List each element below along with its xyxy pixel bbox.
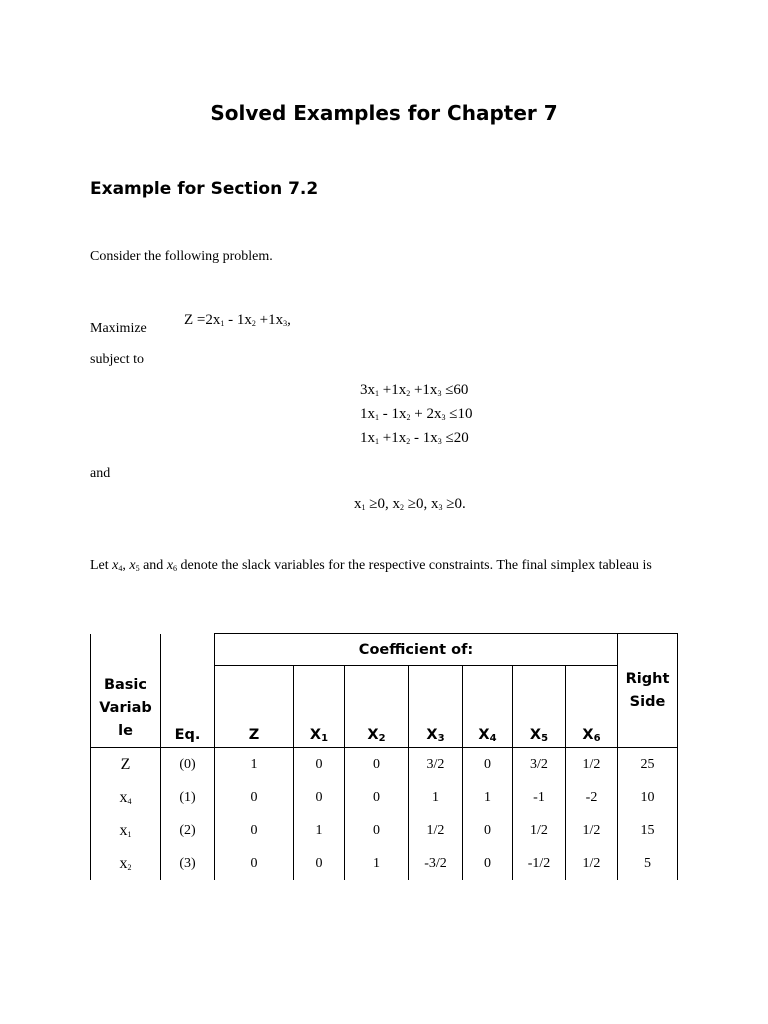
coefficient-cell: 1/2: [513, 814, 566, 847]
basic-variable-cell: $x_1$: [91, 814, 161, 847]
coefficient-cell: 0: [215, 847, 294, 880]
term: 3x: [360, 382, 375, 398]
subscript: 3: [437, 389, 442, 398]
subscript: 2: [406, 413, 411, 422]
subscript: 2: [378, 733, 386, 744]
subscript: 3: [441, 413, 446, 422]
coefficient-cell: 1/2: [566, 748, 618, 782]
column-header: X3: [409, 666, 463, 748]
subscript: 2: [251, 319, 256, 328]
basic-variable-cell: Z: [91, 748, 161, 782]
coefficient-header: Coefficient of:: [215, 634, 618, 666]
subscript: 1: [375, 389, 379, 398]
coefficient-cell: 1: [215, 748, 294, 782]
subscript: 5: [135, 564, 140, 573]
coefficient-cell: 1/2: [409, 814, 463, 847]
column-header: X2: [345, 666, 409, 748]
basic-variable-header: Basic Variab le: [91, 634, 161, 748]
coefficient-cell: 0: [345, 748, 409, 782]
coefficient-cell: 1/2: [566, 814, 618, 847]
nonnegativity-constraints: [354, 496, 466, 513]
text: denote the slack variables for the respective constraints. The final simplex tableau is: [177, 558, 652, 573]
simplex-tableau: [90, 633, 678, 880]
relation: ≥0,: [403, 496, 431, 512]
eq-cell: (0): [161, 748, 215, 782]
objective-term: - 1x: [224, 312, 252, 328]
subscript: 2: [406, 437, 411, 446]
subscript: 1: [127, 829, 132, 839]
subscript: 1: [321, 733, 329, 744]
coefficient-cell: 3/2: [409, 748, 463, 782]
subscript: 3: [437, 437, 442, 446]
term: x: [354, 496, 362, 512]
coefficient-cell: 1/2: [566, 847, 618, 880]
coefficient-cell: 3/2: [513, 748, 566, 782]
objective-term: +1x: [255, 312, 284, 328]
eq-cell: (1): [161, 781, 215, 814]
eq-cell: (2): [161, 814, 215, 847]
coefficient-cell: 0: [294, 748, 345, 782]
text: Let: [90, 558, 113, 573]
term: - 1x: [410, 430, 438, 446]
column-header: X5: [513, 666, 566, 748]
right-side-cell: 5: [618, 847, 678, 880]
term: + 2x: [410, 406, 442, 422]
slack-variables-paragraph: [90, 554, 660, 578]
variable: x: [129, 558, 136, 573]
basic-variable-cell: $x_2$: [91, 847, 161, 880]
term: - 1x: [379, 406, 407, 422]
coefficient-cell: 0: [463, 847, 513, 880]
coefficient-cell: -2: [566, 781, 618, 814]
subscript: 6: [173, 564, 178, 573]
term: x: [392, 496, 400, 512]
coefficient-cell: 0: [215, 781, 294, 814]
column-header: X6: [566, 666, 618, 748]
subject-to-label: subject to: [90, 352, 145, 367]
constraint-3: [360, 430, 469, 447]
coefficient-cell: 1: [409, 781, 463, 814]
table-row: [91, 814, 678, 847]
column-header: Z: [215, 666, 294, 748]
relation: ≥0,: [365, 496, 393, 512]
relation: ≤10: [445, 406, 473, 422]
coefficient-cell: 0: [294, 847, 345, 880]
intro-paragraph: Consider the following problem.: [90, 249, 273, 264]
subscript: 2: [406, 389, 411, 398]
variable: x: [166, 558, 174, 573]
subscript: 3: [438, 503, 443, 512]
table-row: [91, 847, 678, 880]
subscript: 3: [437, 733, 445, 744]
relation: ≥0.: [442, 496, 466, 512]
coefficient-cell: 1: [294, 814, 345, 847]
subscript: 4: [489, 733, 497, 744]
subscript: 1: [375, 413, 379, 422]
subscript: 1: [375, 437, 379, 446]
coefficient-cell: 0: [215, 814, 294, 847]
subscript: 2: [399, 503, 404, 512]
term: +1x: [379, 430, 407, 446]
term: 1x: [360, 430, 375, 446]
variable: x: [112, 558, 119, 573]
column-header: X4: [463, 666, 513, 748]
objective-lhs: Z =: [184, 312, 206, 328]
subscript: 1: [220, 319, 225, 328]
subscript: 1: [361, 503, 366, 512]
eq-header: Eq.: [161, 634, 215, 748]
term: x: [430, 496, 439, 512]
right-side-header: Right Side: [618, 634, 678, 748]
coefficient-cell: 0: [463, 814, 513, 847]
subscript: 6: [593, 733, 601, 744]
table-row: [91, 781, 678, 814]
section-heading: Example for Section 7.2: [90, 179, 319, 199]
coefficient-cell: -3/2: [409, 847, 463, 880]
table-row: [91, 748, 678, 782]
subscript: 2: [127, 862, 132, 872]
maximize-label: Maximize: [90, 321, 147, 336]
document-title: Solved Examples for Chapter 7: [210, 101, 558, 125]
subscript: 3: [283, 319, 288, 328]
and-label: and: [90, 466, 111, 481]
term: +1x: [410, 382, 438, 398]
subscript: 4: [118, 564, 123, 573]
relation: ≤60: [441, 382, 469, 398]
constraint-2: [360, 406, 472, 423]
coefficient-cell: 1: [345, 847, 409, 880]
term: 1x: [360, 406, 375, 422]
text: and: [139, 558, 167, 573]
column-header: X1: [294, 666, 345, 748]
subscript: 4: [127, 796, 132, 806]
coefficient-cell: 1: [463, 781, 513, 814]
text: ,: [122, 558, 130, 573]
eq-cell: (3): [161, 847, 215, 880]
objective-function: [184, 312, 291, 329]
right-side-cell: 15: [618, 814, 678, 847]
coefficient-cell: 0: [294, 781, 345, 814]
relation: ≤20: [441, 430, 469, 446]
coefficient-cell: -1/2: [513, 847, 566, 880]
coefficient-cell: -1: [513, 781, 566, 814]
coefficient-cell: 0: [345, 814, 409, 847]
objective-end: ,: [287, 312, 291, 328]
subscript: 5: [541, 733, 549, 744]
constraint-1: [360, 382, 468, 399]
right-side-cell: 25: [618, 748, 678, 782]
coefficient-cell: 0: [345, 781, 409, 814]
term: +1x: [379, 382, 407, 398]
coefficient-cell: 0: [463, 748, 513, 782]
objective-term: 2x: [205, 312, 221, 328]
basic-variable-cell: $x_4$: [91, 781, 161, 814]
right-side-cell: 10: [618, 781, 678, 814]
